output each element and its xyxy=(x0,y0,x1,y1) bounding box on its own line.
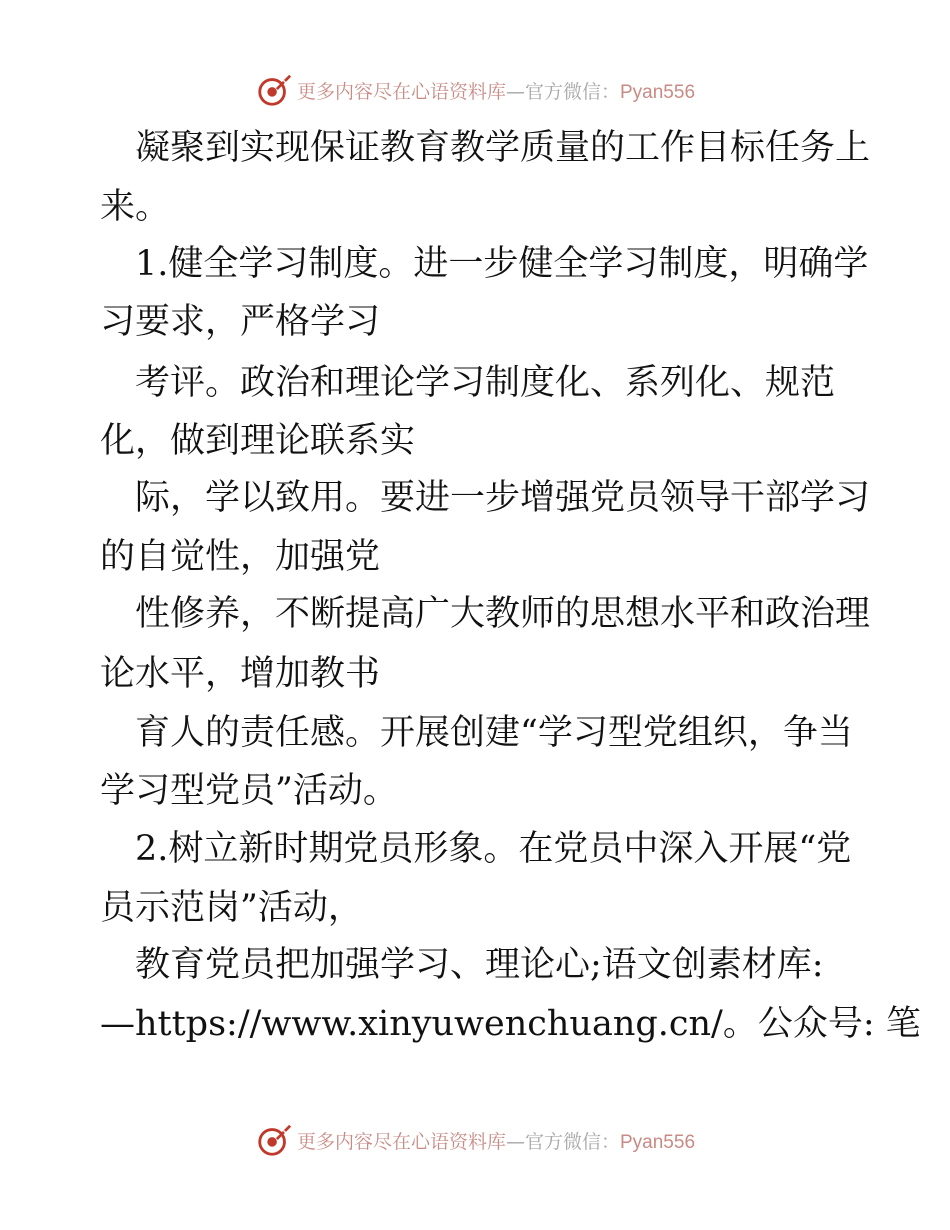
pen-logo-icon xyxy=(255,71,293,109)
body-line: 来。 xyxy=(100,187,171,227)
watermark-id: Pyan556 xyxy=(620,1131,696,1153)
pen-logo-icon xyxy=(255,1121,293,1159)
body-line: 考评。政治和理论学习制度化、系列化、规范 xyxy=(135,363,836,403)
body-line: 凝聚到实现保证教育教学质量的工作目标任务上 xyxy=(135,128,871,168)
body-line: 2.树立新时期党员形象。在党员中深入开展“党 xyxy=(135,829,852,869)
body-line: 际，学以致用。要进一步增强党员领导干部学习 xyxy=(135,478,871,518)
watermark-separator: — xyxy=(505,1130,525,1153)
body-line: 化，做到理论联系实 xyxy=(100,421,416,461)
footer-watermark xyxy=(0,1120,950,1160)
body-line: 教育党员把加强学习、理论心;语文创素材库: xyxy=(135,945,824,985)
watermark-label: 官方微信： xyxy=(524,1130,620,1153)
header-watermark xyxy=(0,70,950,110)
body-line: 的自觉性，加强党 xyxy=(100,537,381,577)
body-line: 习要求，严格学习 xyxy=(100,302,381,342)
body-line: 性修养，不断提高广大教师的思想水平和政治理 xyxy=(135,594,871,634)
watermark-promo: 更多内容尽在心语资料库 xyxy=(296,1130,506,1153)
body-line: 1.健全学习制度。进一步健全学习制度，明确学 xyxy=(135,244,869,284)
body-line: —https://www.xinyuwenchuang.cn/。公众号: 笔 xyxy=(100,1004,921,1044)
body-line: 育人的责任感。开展创建“学习型党组织，争当 xyxy=(135,713,853,753)
watermark-promo: 更多内容尽在心语资料库 xyxy=(296,80,506,103)
watermark-text xyxy=(297,77,695,104)
watermark-separator: — xyxy=(505,80,525,103)
body-line: 学习型党员”活动。 xyxy=(100,771,398,811)
watermark-id: Pyan556 xyxy=(620,81,696,103)
watermark-text xyxy=(297,1127,695,1154)
watermark-label: 官方微信： xyxy=(524,80,620,103)
body-line: 论水平，增加教书 xyxy=(100,654,381,694)
body-line: 员示范岗”活动， xyxy=(100,888,363,928)
